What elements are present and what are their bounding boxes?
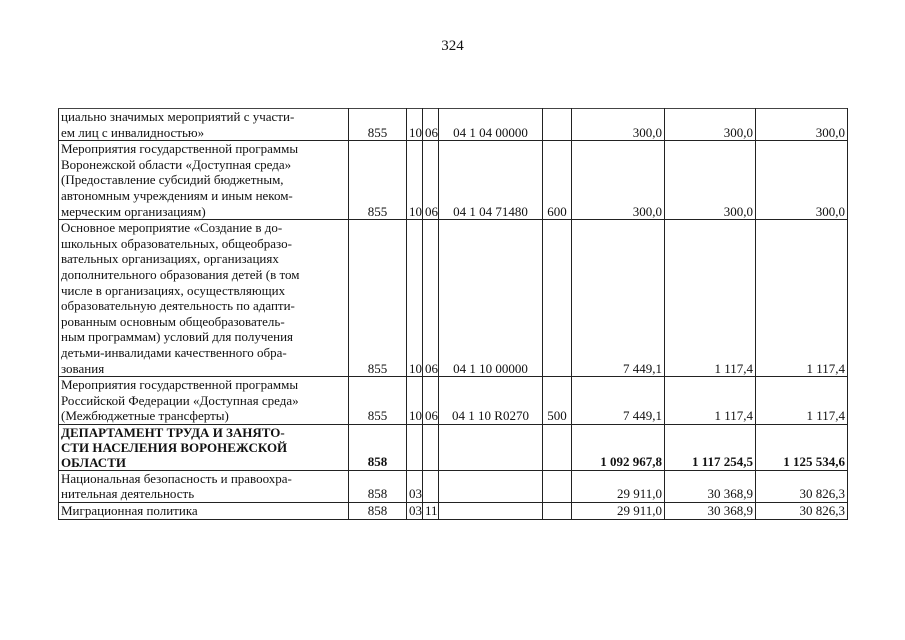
section-code-cell: [407, 424, 423, 470]
amount-year1-cell: 1 092 967,8: [572, 424, 665, 470]
amount-year2-cell: 1 117 254,5: [665, 424, 756, 470]
amount-year3-cell: 1 117,4: [756, 377, 848, 425]
row-name-line: (Межбюджетные трансферты): [61, 408, 229, 424]
target-article-cell: 04 1 10 00000: [439, 220, 543, 377]
row-name-cell: [59, 220, 349, 377]
row-name-line: Национальная безопасность и правоохра-: [61, 470, 292, 486]
amount-year2-cell: 30 368,9: [665, 470, 756, 502]
table-row: [59, 424, 848, 470]
row-name-line: зования: [61, 360, 105, 376]
target-article-cell: 04 1 04 00000: [439, 109, 543, 141]
expense-type-cell: [543, 503, 572, 520]
department-code-cell: 855: [349, 109, 407, 141]
row-name-line: вательных организациях, организациях: [61, 251, 279, 267]
row-name-cell: [59, 470, 349, 502]
expense-type-cell: 500: [543, 377, 572, 425]
amount-year1-cell: 300,0: [572, 109, 665, 141]
expense-type-cell: 600: [543, 141, 572, 220]
row-name-line: автономным учреждениям и иным неком-: [61, 187, 293, 203]
subsection-code-cell: [423, 424, 439, 470]
row-name-line: Российской Федерации «Доступная среда»: [61, 392, 299, 408]
subsection-code-cell: 06: [423, 109, 439, 141]
table-row: [59, 470, 848, 502]
row-name-line: Воронежской области «Доступная среда»: [61, 156, 292, 172]
row-name-cell: [59, 503, 349, 520]
target-article-cell: [439, 424, 543, 470]
section-code-cell: 10: [407, 141, 423, 220]
row-name-line: образовательную деятельность по адапти-: [61, 298, 295, 314]
amount-year1-cell: 29 911,0: [572, 470, 665, 502]
row-name-line: ным программам) условий для получения: [61, 329, 294, 345]
expense-type-cell: [543, 470, 572, 502]
amount-year3-cell: 300,0: [756, 141, 848, 220]
row-name-line: числе в организациях, осуществляющих: [61, 282, 286, 298]
subsection-code-cell: 11: [423, 503, 439, 520]
row-name-line: детьми-инвалидами качественного обра-: [61, 344, 287, 360]
amount-year2-cell: 300,0: [665, 109, 756, 141]
amount-year3-cell: 30 826,3: [756, 470, 848, 502]
table-row: [59, 377, 848, 425]
amount-year1-cell: 7 449,1: [572, 377, 665, 425]
target-article-cell: [439, 503, 543, 520]
subsection-code-cell: 06: [423, 141, 439, 220]
department-code-cell: 855: [349, 220, 407, 377]
section-code-cell: 10: [407, 109, 423, 141]
row-name-line: ОБЛАСТИ: [61, 454, 126, 470]
page-number: 324: [441, 38, 464, 54]
table-row: [59, 109, 848, 141]
target-article-cell: 04 1 10 R0270: [439, 377, 543, 425]
amount-year3-cell: 300,0: [756, 109, 848, 141]
row-name-line: Мероприятия государственной программы: [61, 377, 299, 393]
table-body: [59, 109, 848, 520]
row-name-cell: [59, 141, 349, 220]
target-article-cell: [439, 470, 543, 502]
row-name-line: СТИ НАСЕЛЕНИЯ ВОРОНЕЖСКОЙ: [61, 439, 288, 455]
row-name-line: Основное мероприятие «Создание в до-: [61, 220, 283, 236]
row-name-line: мерческим организациям): [61, 203, 206, 219]
row-name-line: циально значимых мероприятий с участи-: [61, 109, 295, 124]
target-article-cell: 04 1 04 71480: [439, 141, 543, 220]
amount-year3-cell: 1 117,4: [756, 220, 848, 377]
section-code-cell: 10: [407, 220, 423, 377]
row-name-cell: [59, 424, 349, 470]
row-name-line: нительная деятельность: [61, 486, 195, 502]
budget-table: [58, 108, 848, 520]
section-code-cell: 03: [407, 470, 423, 502]
amount-year2-cell: 1 117,4: [665, 220, 756, 377]
section-code-cell: 10: [407, 377, 423, 425]
subsection-code-cell: 06: [423, 220, 439, 377]
row-name-line: ДЕПАРТАМЕНТ ТРУДА И ЗАНЯТО-: [61, 424, 285, 440]
row-name-cell: [59, 377, 349, 425]
subsection-code-cell: [423, 470, 439, 502]
amount-year1-cell: 7 449,1: [572, 220, 665, 377]
amount-year3-cell: 30 826,3: [756, 503, 848, 520]
amount-year3-cell: 1 125 534,6: [756, 424, 848, 470]
amount-year2-cell: 30 368,9: [665, 503, 756, 520]
table-row: [59, 503, 848, 520]
table-row: [59, 220, 848, 377]
row-name-line: рованным основным общеобразователь-: [61, 313, 285, 329]
section-code-cell: 03: [407, 503, 423, 520]
department-code-cell: 855: [349, 141, 407, 220]
row-name-line: дополнительного образования детей (в том: [61, 266, 300, 282]
subsection-code-cell: 06: [423, 377, 439, 425]
expense-type-cell: [543, 220, 572, 377]
amount-year1-cell: 300,0: [572, 141, 665, 220]
row-name-line: ем лиц с инвалидностью»: [61, 124, 205, 140]
table-row: [59, 141, 848, 220]
expense-type-cell: [543, 109, 572, 141]
department-code-cell: 855: [349, 377, 407, 425]
department-code-cell: 858: [349, 503, 407, 520]
amount-year2-cell: 300,0: [665, 141, 756, 220]
department-code-cell: 858: [349, 424, 407, 470]
amount-year2-cell: 1 117,4: [665, 377, 756, 425]
row-name-line: школьных образовательных, общеобразо-: [61, 235, 292, 251]
row-name-line: (Предоставление субсидий бюджетным,: [61, 172, 284, 188]
row-name-line: Миграционная политика: [61, 503, 198, 519]
row-name-line: Мероприятия государственной программы: [61, 141, 299, 157]
row-name-cell: [59, 109, 349, 141]
expense-type-cell: [543, 424, 572, 470]
amount-year1-cell: 29 911,0: [572, 503, 665, 520]
department-code-cell: 858: [349, 470, 407, 502]
